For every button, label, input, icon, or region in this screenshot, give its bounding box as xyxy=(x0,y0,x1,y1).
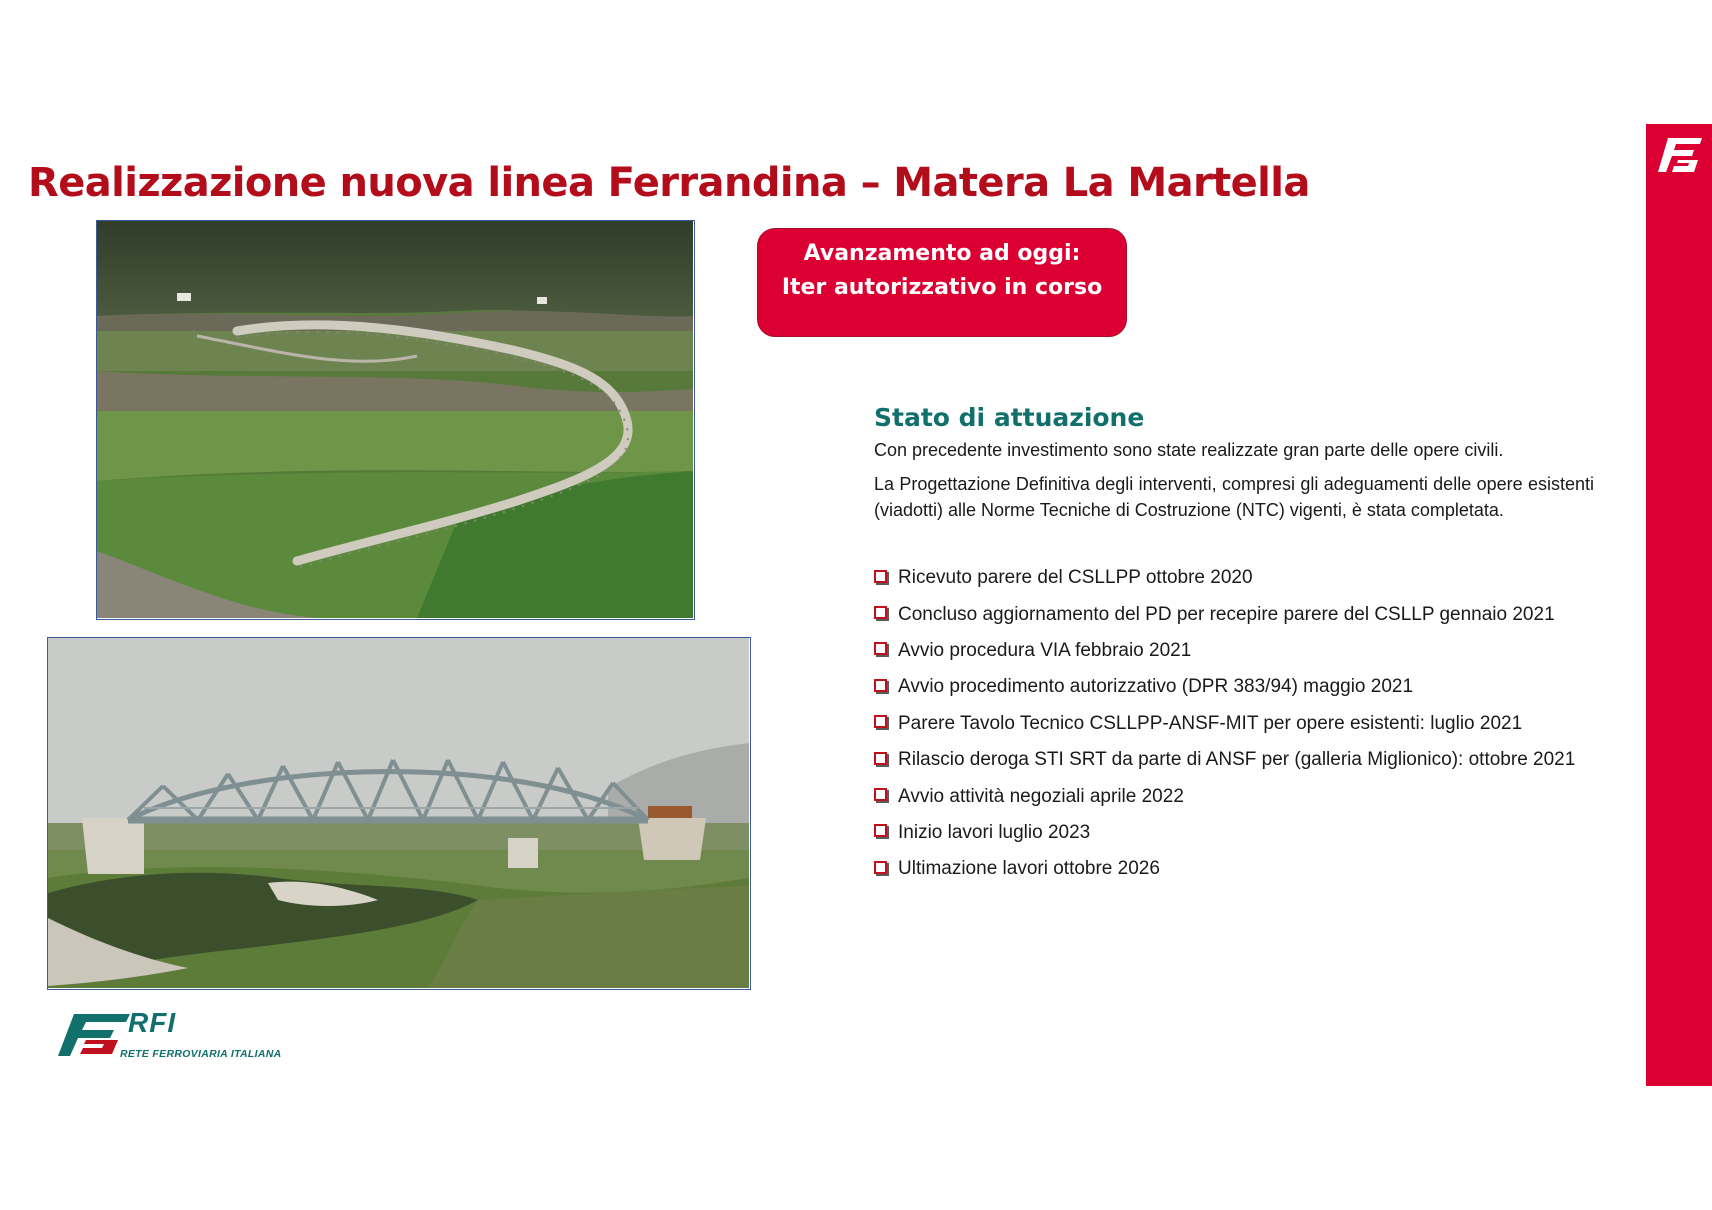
rfi-logo xyxy=(56,1008,326,1068)
page-number: 14 xyxy=(1671,1167,1687,1182)
milestone-item xyxy=(874,742,1575,778)
milestone-item xyxy=(874,851,1575,887)
checkbox-bullet-icon xyxy=(874,679,887,692)
body-paragraph: La Progettazione Definitiva degli interventi, compresi gli adeguamenti delle opere esistenti (viadotti) alle Norme Tecniche di Costruzione (NTC) vigenti, è stata completata. xyxy=(874,474,1594,520)
rfi-logo-name: RFI xyxy=(128,1007,177,1038)
milestone-text: Ultimazione lavori ottobre 2026 xyxy=(898,858,1160,880)
slide-title: Realizzazione nuova linea Ferrandina – Matera La Martella xyxy=(28,160,1310,206)
milestone-item xyxy=(874,633,1575,669)
milestone-list xyxy=(874,560,1575,888)
checkbox-bullet-icon xyxy=(874,788,887,801)
checkbox-bullet-icon xyxy=(874,642,887,655)
milestone-item xyxy=(874,596,1575,632)
milestone-text: Avvio attività negoziali aprile 2022 xyxy=(898,785,1184,807)
checkbox-bullet-icon xyxy=(874,861,887,874)
intro-text: Con precedente investimento sono state realizzate gran parte delle opere civili. xyxy=(874,440,1504,460)
milestone-item xyxy=(874,560,1575,596)
milestone-text: Avvio procedimento autorizzativo (DPR 383/94) maggio 2021 xyxy=(898,676,1414,698)
status-line-1: Avanzamento ad oggi: xyxy=(803,241,1081,266)
viaduct-photo xyxy=(96,220,695,620)
milestone-item xyxy=(874,778,1575,814)
fs-logo-icon xyxy=(1654,134,1704,176)
truss-bridge-photo xyxy=(47,637,751,990)
section-heading: Stato di attuazione xyxy=(874,403,1145,432)
rfi-logo-subtitle: RETE FERROVIARIA ITALIANA xyxy=(120,1048,282,1060)
status-callout xyxy=(757,228,1127,337)
milestone-text: Avvio procedura VIA febbraio 2021 xyxy=(898,639,1192,661)
checkbox-bullet-icon xyxy=(874,606,887,619)
milestone-text: Inizio lavori luglio 2023 xyxy=(898,821,1091,843)
checkbox-bullet-icon xyxy=(874,715,887,728)
checkbox-bullet-icon xyxy=(874,570,887,583)
checkbox-bullet-icon xyxy=(874,824,887,837)
milestone-item xyxy=(874,815,1575,851)
milestone-text: Rilascio deroga STI SRT da parte di ANSF per (galleria Miglionico): ottobre 2021 xyxy=(898,749,1576,771)
milestone-text: Ricevuto parere del CSLLPP ottobre 2020 xyxy=(898,567,1253,589)
checkbox-bullet-icon xyxy=(874,752,887,765)
milestone-item xyxy=(874,669,1575,705)
status-line-2: Iter autorizzativo in corso xyxy=(781,275,1103,300)
milestone-text: Concluso aggiornamento del PD per recepire parere del CSLLP gennaio 2021 xyxy=(898,603,1555,625)
milestone-text: Parere Tavolo Tecnico CSLLPP-ANSF-MIT per opere esistenti: luglio 2021 xyxy=(898,712,1523,734)
milestone-item xyxy=(874,706,1575,742)
brand-side-bar xyxy=(1646,124,1712,1182)
